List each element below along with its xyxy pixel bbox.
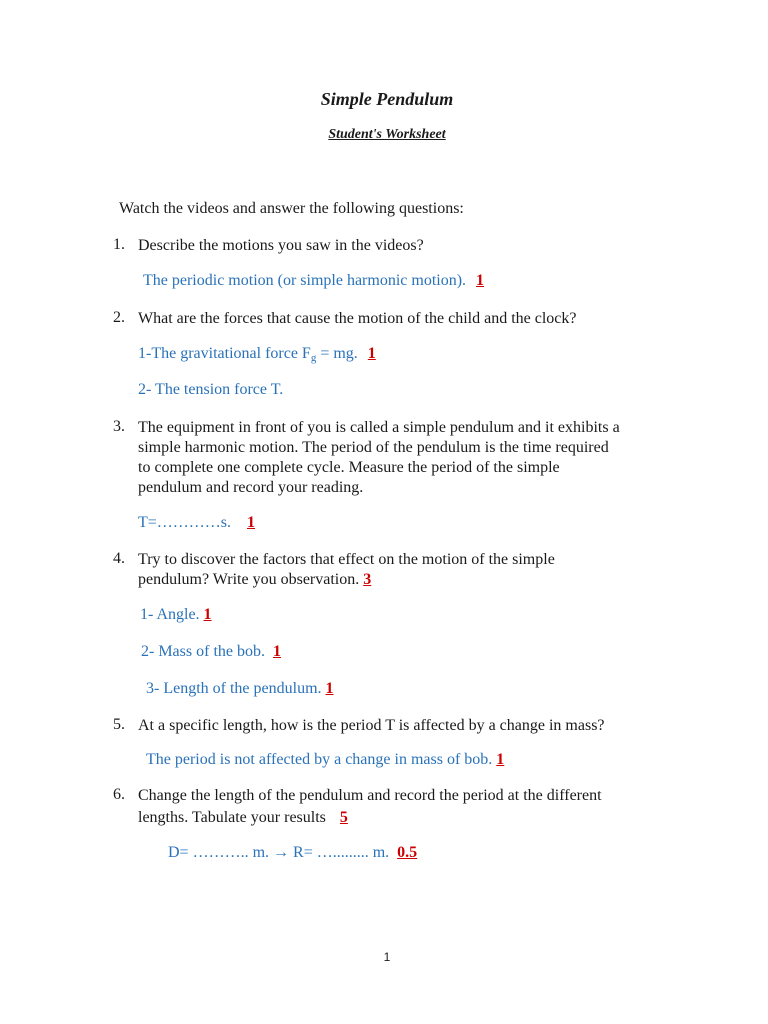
question-3-number: 3. bbox=[113, 418, 125, 435]
question-5-answer bbox=[146, 751, 504, 769]
mark-badge: 1 bbox=[272, 643, 281, 660]
question-2-answer-2: 2- The tension force T. bbox=[138, 381, 284, 398]
answer-text: T=…………s. bbox=[138, 514, 232, 531]
page-subtitle: Student's Worksheet bbox=[328, 127, 446, 142]
mark-badge: 3 bbox=[363, 571, 372, 588]
question-1-text: Describe the motions you saw in the videos? bbox=[138, 237, 424, 254]
question-4-answer-1 bbox=[140, 606, 212, 624]
answer-text: 1- Angle. bbox=[140, 606, 200, 623]
question-4-line-2 bbox=[138, 570, 371, 590]
subscript: g bbox=[310, 352, 317, 364]
question-6-line-1: Change the length of the pendulum and record the period at the different bbox=[138, 787, 602, 804]
mark-badge: 1 bbox=[367, 345, 376, 362]
answer-text-suffix: = mg. bbox=[316, 345, 358, 362]
question-6-answer bbox=[168, 844, 417, 862]
mark-badge: 1 bbox=[203, 606, 212, 623]
question-6-line-2 bbox=[138, 808, 348, 828]
answer-text: The periodic motion (or simple harmonic motion). bbox=[143, 272, 467, 289]
mark-badge: 0.5 bbox=[397, 844, 418, 861]
question-1-number: 1. bbox=[113, 236, 125, 253]
question-text: lengths. Tabulate your results bbox=[138, 809, 326, 826]
question-1-answer bbox=[143, 272, 484, 290]
answer-text: The period is not affected by a change in mass of bob. bbox=[146, 751, 493, 768]
question-3-line-2: simple harmonic motion. The period of the pendulum is the time required bbox=[138, 439, 609, 456]
answer-text: 1-The gravitational force F bbox=[138, 345, 311, 362]
question-text: pendulum? Write you observation. bbox=[138, 571, 360, 588]
question-3-answer bbox=[138, 514, 255, 532]
mark-badge: 5 bbox=[339, 809, 348, 826]
question-2-text: What are the forces that cause the motion of the child and the clock? bbox=[138, 310, 577, 327]
question-3-line-1: The equipment in front of you is called a simple pendulum and it exhibits a bbox=[138, 419, 620, 436]
question-5-text: At a specific length, how is the period T is affected by a change in mass? bbox=[138, 717, 605, 734]
answer-text: 2- Mass of the bob. bbox=[141, 643, 265, 660]
mark-badge: 1 bbox=[247, 514, 256, 531]
question-4-line-1: Try to discover the factors that effect on the motion of the simple bbox=[138, 551, 555, 568]
question-4-answer-2 bbox=[141, 643, 281, 661]
mark-badge: 1 bbox=[325, 680, 334, 697]
page-title: Simple Pendulum bbox=[320, 89, 454, 109]
question-6-number: 6. bbox=[113, 786, 125, 803]
answer-text: 3- Length of the pendulum. bbox=[146, 680, 322, 697]
instructions: Watch the videos and answer the following questions: bbox=[119, 200, 464, 217]
question-4-answer-3 bbox=[146, 680, 334, 698]
question-5-number: 5. bbox=[113, 716, 125, 733]
question-2-answer-1 bbox=[138, 345, 376, 364]
answer-text: D= ……….. m. → R= …......... m. bbox=[168, 844, 390, 861]
question-3-line-4: pendulum and record your reading. bbox=[138, 479, 364, 496]
page-number: 1 bbox=[383, 950, 391, 964]
question-2-number: 2. bbox=[113, 309, 125, 326]
mark-badge: 1 bbox=[476, 272, 485, 289]
mark-badge: 1 bbox=[496, 751, 505, 768]
question-4-number: 4. bbox=[113, 550, 125, 567]
question-3-line-3: to complete one complete cycle. Measure the period of the simple bbox=[138, 459, 560, 476]
